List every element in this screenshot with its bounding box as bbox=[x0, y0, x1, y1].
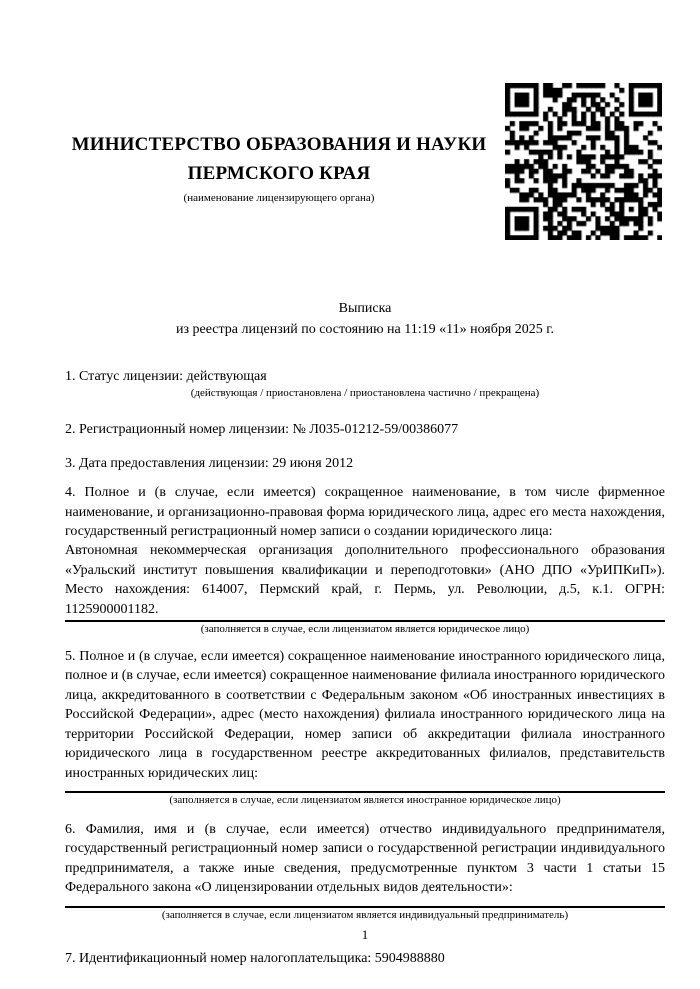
item-individual-entrepreneur bbox=[65, 820, 665, 922]
item-foreign-entity bbox=[65, 647, 665, 807]
page-number: 1 bbox=[361, 927, 369, 942]
divider-line bbox=[65, 906, 665, 908]
legal-entity-value: Автономная некоммерческая организация дополнительного профессионального образования «Уральский институт повышения квалификации и переподготовки» (АНО ДПО «УрИПКиП»). Место нахождения: 614007, Пермский край, г. Пермь, ул. Революции, д.5, к.1. ОГРН: 1125900001182. bbox=[65, 543, 665, 617]
item-registration-number bbox=[65, 420, 665, 439]
license-status-caption: (действующая / приостановлена / приостановлена частично / прекращена) bbox=[190, 387, 540, 400]
qr-code-icon bbox=[505, 83, 662, 240]
document-title-line2: из реестра лицензий по состоянию на 11:19 «11» ноября 2025 г. bbox=[176, 322, 554, 337]
legal-entity-clause: 4. Полное и (в случае, если имеется) сокращенное наименование, в том числе фирменное наименование, и организационно-правовая форма юридического лица, адрес его места нахождения, государственный регистрационный номер записи о создании юридического лица: bbox=[65, 485, 665, 540]
item-license-status bbox=[65, 367, 665, 400]
individual-entrepreneur-caption: (заполняется в случае, если лицензиатом является индивидуальный предприниматель) bbox=[161, 908, 569, 921]
foreign-entity-clause: 5. Полное и (в случае, если имеется) сокращенное наименование иностранного юридического лица, полное и (в случае, если имеется) сокращенное наименование филиала иностранного юридического лица, аккредитованного в соответствии с Федеральным законом «Об иностранных инвестициях в Российской Федерации», адрес (место нахождения) филиала иностранного юридического лица на территории Российской Федерации, номер записи об аккредитации филиала иностранного юридического лица в государственном реестре аккредитованных филиалов, представительств иностранных юридических лиц: bbox=[65, 649, 665, 781]
document-title bbox=[65, 298, 665, 340]
legal-entity-caption: (заполняется в случае, если лицензиатом является юридическое лицо) bbox=[200, 623, 530, 636]
divider-line bbox=[65, 620, 665, 622]
divider-line bbox=[65, 791, 665, 793]
ministry-name: МИНИСТЕРСТВО ОБРАЗОВАНИЯ И НАУКИ ПЕРМСКОГО КРАЯ bbox=[71, 134, 487, 184]
document-title-line1: Выписка bbox=[338, 301, 392, 316]
item-license-date bbox=[65, 454, 665, 473]
item-taxpayer-number bbox=[65, 949, 665, 968]
document-body bbox=[65, 298, 665, 968]
item-legal-entity bbox=[65, 483, 665, 636]
license-date-text: 3. Дата предоставления лицензии: 29 июня 2012 bbox=[65, 455, 354, 471]
foreign-entity-caption: (заполняется в случае, если лицензиатом является иностранное юридическое лицо) bbox=[169, 793, 561, 806]
licensing-authority-block bbox=[58, 130, 500, 205]
taxpayer-number-text: 7. Идентификационный номер налогоплательщика: 5904988880 bbox=[65, 950, 445, 966]
individual-entrepreneur-clause: 6. Фамилия, имя и (в случае, если имеется) отчество индивидуального предпринимателя, государственный регистрационный номер записи о государственной регистрации индивидуального предпринимателя, а также иные сведения, предусмотренные пунктом 3 части 1 статьи 15 Федерального закона «О лицензировании отдельных видов деятельности»: bbox=[65, 821, 665, 896]
ministry-caption: (наименование лицензирующего органа) bbox=[183, 192, 375, 204]
registration-number-text: 2. Регистрационный номер лицензии: № Л035-01212-59/00386077 bbox=[65, 422, 459, 438]
license-status-text: 1. Статус лицензии: действующая bbox=[65, 369, 267, 384]
